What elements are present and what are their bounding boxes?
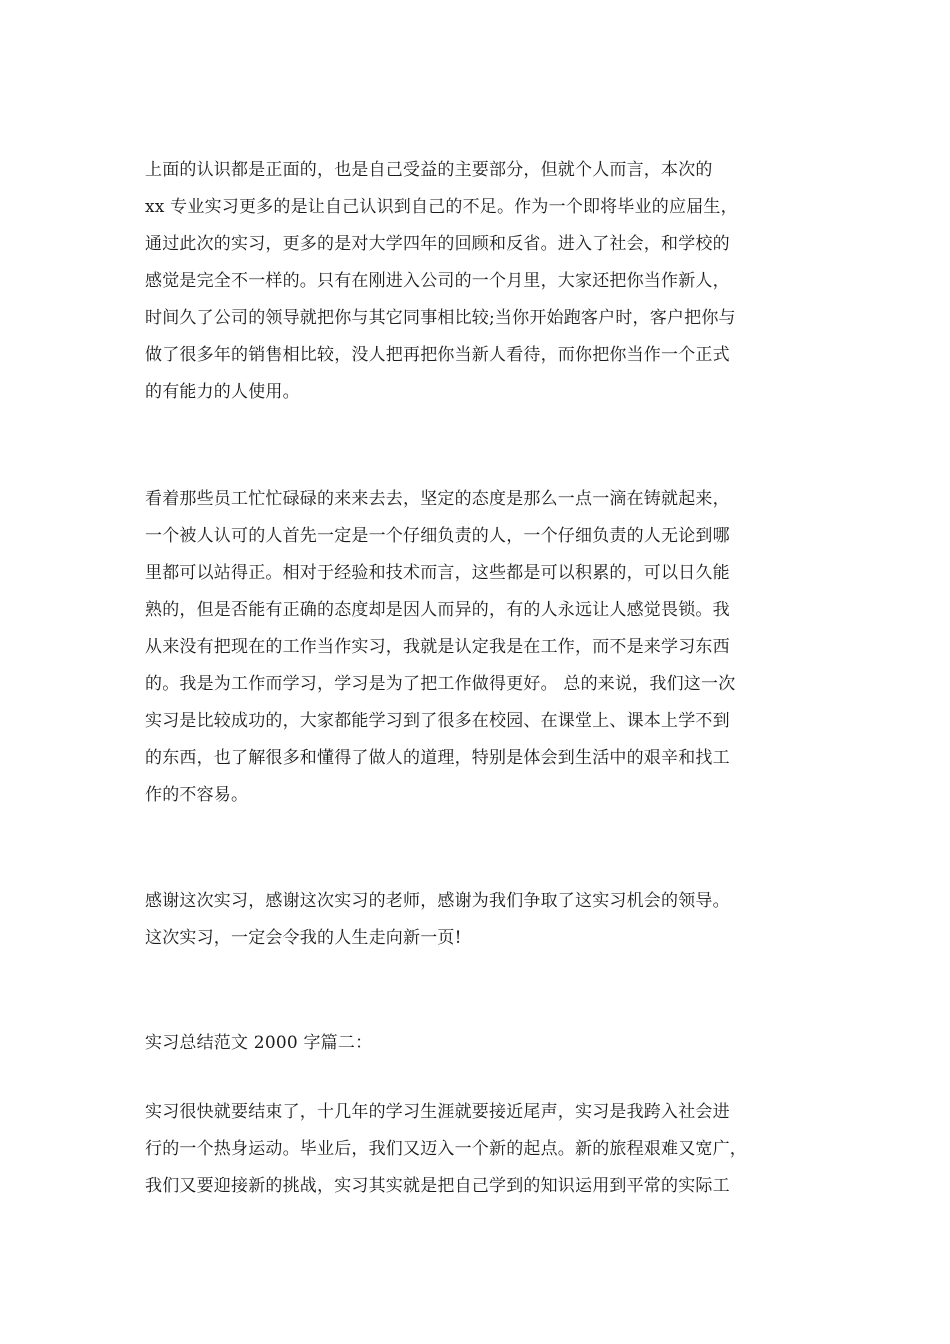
paragraph-3-line-1: 感谢这次实习，感谢这次实习的老师，感谢为我们争取了这实习机会的领导。 <box>145 891 730 911</box>
paragraph-5-line-1: 实习很快就要结束了，十几年的学习生涯就要接近尾声，实习是我跨入社会进 <box>145 1102 730 1122</box>
paragraph-1-line-3: 通过此次的实习，更多的是对大学四年的回顾和反省。进入了社会，和学校的 <box>145 234 730 254</box>
paragraph-2-line-3: 里都可以站得正。相对于经验和技术而言，这些都是可以积累的，可以日久能 <box>145 563 730 583</box>
paragraph-2-line-2: 一个被人认可的人首先一定是一个仔细负责的人，一个仔细负责的人无论到哪 <box>145 526 730 546</box>
paragraph-1-line-6: 做了很多年的销售相比较，没人把再把你当新人看待，而你把你当作一个正式 <box>145 345 730 365</box>
paragraph-5-line-2: 行的一个热身运动。毕业后，我们又迈入一个新的起点。新的旅程艰难又宽广， <box>145 1139 747 1159</box>
paragraph-1-line-2: xx 专业实习更多的是让自己认识到自己的不足。作为一个即将毕业的应届生， <box>145 197 738 217</box>
paragraph-2-line-7: 实习是比较成功的，大家都能学习到了很多在校园、在课堂上、课本上学不到 <box>145 711 730 731</box>
paragraph-2-line-8: 的东西，也了解很多和懂得了做人的道理，特别是体会到生活中的艰辛和找工 <box>145 748 730 768</box>
paragraph-1-line-1: 上面的认识都是正面的，也是自己受益的主要部分，但就个人而言，本次的 <box>145 160 713 180</box>
section-heading: 实习总结范文 2000 字篇二： <box>145 1033 373 1053</box>
paragraph-1-line-5: 时间久了公司的领导就把你与其它同事相比较;当你开始跑客户时，客户把你与 <box>145 308 736 328</box>
paragraph-5-line-3: 我们又要迎接新的挑战，实习其实就是把自己学到的知识运用到平常的实际工 <box>145 1176 730 1196</box>
paragraph-2-line-4: 熟的，但是否能有正确的态度却是因人而异的，有的人永远让人感觉畏锁。我 <box>145 600 730 620</box>
paragraph-2-line-9: 作的不容易。 <box>145 785 249 805</box>
paragraph-2-line-5: 从来没有把现在的工作当作实习，我就是认定我是在工作，而不是来学习东西 <box>145 637 730 657</box>
paragraph-2-line-1: 看着那些员工忙忙碌碌的来来去去，坚定的态度是那么一点一滴在铸就起来， <box>145 489 730 509</box>
paragraph-1-line-7: 的有能力的人使用。 <box>145 382 300 402</box>
paragraph-2-line-6: 的。我是为工作而学习，学习是为了把工作做得更好。 总的来说，我们这一次 <box>145 674 736 694</box>
paragraph-3-line-2: 这次实习，一定会令我的人生走向新一页! <box>145 928 462 948</box>
paragraph-1-line-4: 感觉是完全不一样的。只有在刚进入公司的一个月里，大家还把你当作新人， <box>145 271 730 291</box>
